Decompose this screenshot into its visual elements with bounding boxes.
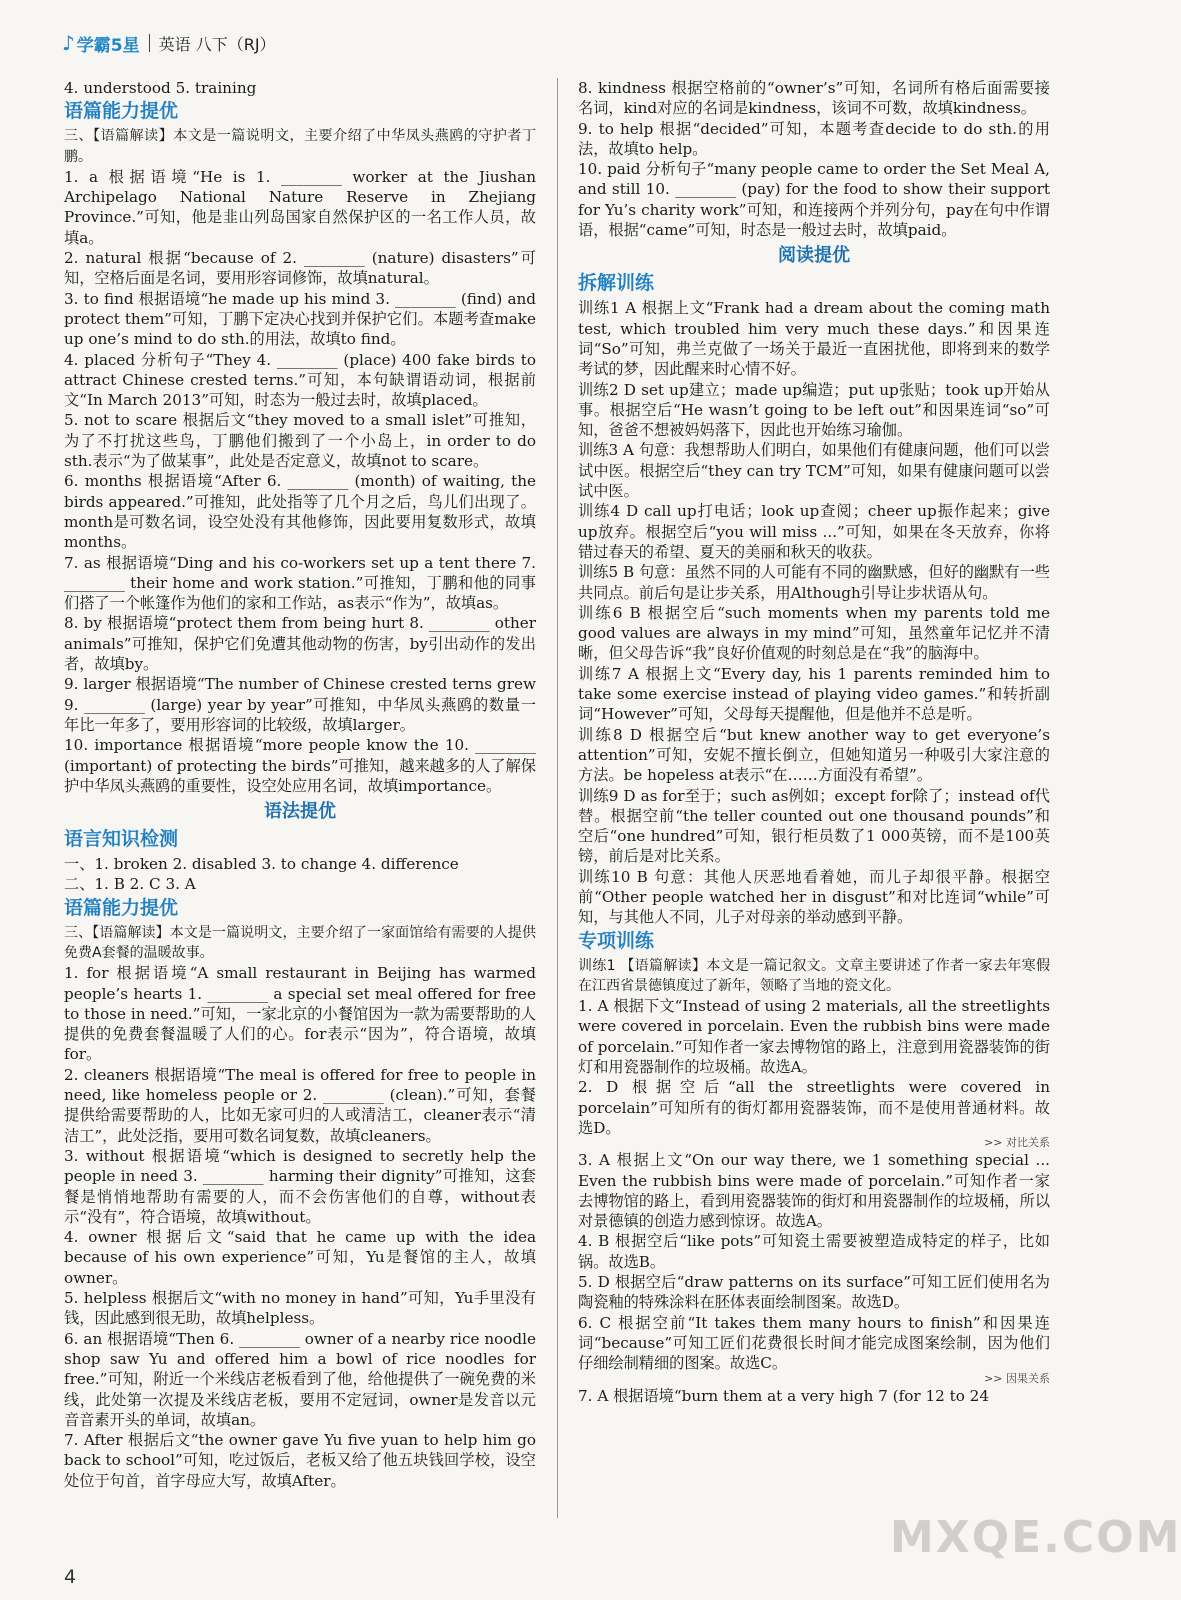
section-title: 阅读提优 — [778, 245, 850, 267]
answer-item: 2. natural 根据“because of 2. ________ (nature) disasters”可知，空格后面是名词，要用形容词修饰，故填natural。 — [64, 249, 536, 288]
answer-item: 6. C 根据空前“It takes them many hours to finish”和因果连词“because”可知工匠们花费很长时间才能完成图案绘制，因为他们仔细绘制精细的图案。故选C。 — [578, 1313, 1050, 1373]
subject-label: 英语 八下（RJ） — [158, 34, 276, 54]
answer-item: 训练2 D set up建立；made up编造；put up张贴；took up开始从事。根据空后“He wasn’t going to be left out”和因果连词“so”可知，爸爸不想被妈妈落下，因此也开始练习瑜伽。 — [578, 380, 1050, 440]
passage-summary: 训练1 【语篇解读】本文是一篇记叙文。文章主要讲述了作者一家去年寒假在江西省景德镇度过了新年，领略了当地的瓷文化。 — [578, 957, 1050, 994]
header-divider — [149, 34, 150, 52]
answer-item: 2. D 根据空后“all the streetlights were covered in porcelain”可知所有的街灯都用瓷器装饰，而不是使用普通材料。故选D。 — [578, 1078, 1050, 1137]
answer-item: 6. months 根据语境“After 6. ________ (month) of waiting, the birds appeared.”可推知，此处指等了几个月之后，鸟儿们出现了。month是可数名词，设空处没有其他修饰，因此要用复数形式，故填months。 — [64, 472, 536, 552]
left-column — [64, 78, 536, 1491]
watermark-logo: MXQE.COM — [890, 1512, 1181, 1563]
brand-mark-icon: ♪ — [62, 31, 75, 55]
answer-item: 4. B 根据空后“like pots”可知瓷土需要被塑造成特定的样子，比如锅。故选B。 — [578, 1232, 1050, 1271]
answer-item: 6. an 根据语境“Then 6. ________ owner of a nearby rice noodle shop saw Yu and offered him a bowl of rice noodles for free.”可知，附近一个米线店老板看到了他，给他提供了一碗免费的米线，此处第一次提及米线店老板，要用不定冠词，owner是发音以元音音素开头的单词，故填an。 — [64, 1329, 536, 1429]
section-heading: 拆解训练 — [578, 272, 655, 295]
answer-item: 训练6 B 根据空后“such moments when my parents told me good values are always in my mind”可知，虽然童年记忆并不清晰，但父母告诉“我”良好价值观的时刻总是在“我”的脑海中。 — [578, 603, 1050, 663]
answer-item: 4. owner 根据后文“said that he came up with the idea because of his own experience”可知，Yu是餐馆的主人，故填owner。 — [64, 1228, 536, 1287]
answer-item: 5. not to scare 根据后文“they moved to a small islet”可推知，为了不打扰这些鸟，丁鹏他们搬到了一个小岛上，in order to do sth.表示“为了做某事”，此处是否定意义，故填not to scare。 — [64, 411, 536, 471]
section-title: 语法提优 — [264, 801, 336, 823]
right-column — [578, 78, 1050, 1406]
answer-item: 5. helpless 根据后文“with no money in hand”可知，Yu手里没有钱，因此感到很无助，故填helpless。 — [64, 1289, 536, 1328]
answer-item: 3. A 根据上文“On our way there, we 1 something special ... Even the rubbish bins were made of porcelain.”可知作者一家去博物馆的路上，看到用瓷器装饰的街灯和用瓷器制作的垃圾桶，所以对景德镇的创造力感到惊讶。故选A。 — [578, 1151, 1050, 1231]
answer-item: 1. for 根据语境“A small restaurant in Beijing has warmed people’s hearts 1. ________ a special set meal offered for free to those in need.”可知，一家北京的小餐馆因为一款为需要帮助的人提供的免费套餐温暖了人们的心。for表示“因为”，符合语境，故填for。 — [64, 964, 536, 1064]
answer-item: 4. placed 分析句子“They 4. ________ (place) 400 fake birds to attract Chinese crested terns.”可知，本句缺谓语动词，根据前文“In March 2013”可知，时态为一般过去时，故填placed。 — [64, 350, 536, 410]
section-heading: 语篇能力提优 — [64, 100, 179, 123]
answer-item: 一、1. broken 2. disabled 3. to change 4. difference — [64, 855, 459, 874]
passage-summary: 三、【语篇解读】本文是一篇说明文，主要介绍了中华凤头燕鸥的守护者丁鹏。 — [64, 128, 536, 165]
answer-item: 10. importance 根据语境“more people know the 10. ________ (important) of protecting the birds”可推知，越来越多的人了解保护中华凤头燕鸥的重要性，设空处应用名词，故填importance。 — [64, 736, 536, 795]
answer-item: 9. to help 根据“decided”可知，本题考查decide to do sth.的用法，故填to help。 — [578, 119, 1050, 158]
answer-item: 8. by 根据语境“protect them from being hurt 8. ________ other animals”可推知，保护它们免遭其他动物的伤害，by引出动作的发出者，故填by。 — [64, 614, 536, 674]
answer-item: 训练5 B 句意：虽然不同的人可能有不同的幽默感，但好的幽默有一些共同点。前后句是让步关系，用Although引导让步状语从句。 — [578, 563, 1050, 602]
answer-item: 训练10 B 句意：其他人厌恶地看着她，而儿子却很平静。根据空前“Other people watched her in disgust”和对比连词“while”可知，与其他人不同，儿子对母亲的举动感到平静。 — [578, 867, 1050, 927]
section-heading: 语言知识检测 — [64, 828, 179, 851]
answer-item: 训练9 D as for至于；such as例如；except for除了；instead of代替。根据空前“the teller counted out one thousand pounds”和空后“one hundred”可知，银行柜员数了1 000英镑，而不是100英镑，前后是对比关系。 — [578, 786, 1050, 866]
section-heading: 专项训练 — [578, 929, 655, 952]
answer-item: 训练8 D 根据空后“but knew another way to get everyone’s attention”可知，安妮不擅长倒立，但她知道另一种吸引大家注意的方法。be hopeless at表示“在……方面没有希望”。 — [578, 725, 1050, 785]
section-heading: 语篇能力提优 — [64, 896, 179, 919]
answer-item: 7. After 根据后文“the owner gave Yu five yuan to help him go back to school”可知，吃过饭后，老板又给了他五块钱回学校，设空处位于句首，首字母应大写，故填After。 — [64, 1431, 536, 1490]
answer-item: 10. paid 分析句子“many people came to order the Set Meal A, and still 10. ________ (pay) for the food to show their support for Yu’s charity work”可知，和连接两个并列分句，pay在句中作谓语，根据“came”可知，时态是一般过去时，故填paid。 — [578, 160, 1050, 240]
brand-logo — [62, 31, 140, 56]
margin-note: >> 对比关系 — [984, 1136, 1050, 1150]
page-number: 4 — [64, 1566, 77, 1588]
answer-item: 训练1 A 根据上文“Frank had a dream about the coming math test, which troubled him very much these days.”和因果连词“So”可知，弗兰克做了一场关于最近一直困扰他，即将到来的数学考试的梦，因此醒来时心情不好。 — [578, 299, 1050, 379]
brand-name: 学霸5星 — [76, 35, 140, 56]
answer-item: 4. understood 5. training — [64, 79, 257, 97]
answer-item: 1. a 根据语境“He is 1. ________ worker at the Jiushan Archipelago National Nature Reserve in Zhejiang Province.”可知，他是韭山列岛国家自然保护区的一名工作人员，故填a。 — [64, 167, 536, 247]
answer-item: 8. kindness 根据空格前的“owner’s”可知，名词所有格后面需要接名词，kind对应的名词是kindness，该词不可数，故填kindness。 — [578, 79, 1050, 118]
answer-item: 7. as 根据语境“Ding and his co-workers set up a tent there 7. ________ their home and work station.”可推知，丁鹏和他的同事们搭了一个帐篷作为他们的家和工作站，as表示“作为”，故填as。 — [64, 553, 536, 613]
answer-item: 3. to find 根据语境“he made up his mind 3. ________ (find) and protect them”可知，丁鹏下定决心找到并保护它们。本题考查make up one’s mind to do sth.的用法，故填to find。 — [64, 289, 536, 349]
passage-summary: 三、【语篇解读】本文是一篇说明文，主要介绍了一家面馆给有需要的人提供免费A套餐的温暖故事。 — [64, 924, 536, 961]
answer-item: 9. larger 根据语境“The number of Chinese crested terns grew 9. ________ (large) year by year”可推知，中华凤头燕鸥的数量一年比一年多了，要用形容词的比较级，故填larger。 — [64, 675, 536, 734]
page-header — [62, 26, 1042, 60]
answer-item: 2. cleaners 根据语境“The meal is offered for free to people in need, like homeless people or 2. ________ (clean).”可知，套餐提供给需要帮助的人，比如无家可归的人或清洁工，cleaner表示“清洁工”，此处泛指，要用可数名词复数，故填cleaners。 — [64, 1065, 536, 1145]
margin-note: >> 因果关系 — [984, 1371, 1050, 1385]
answer-item: 5. D 根据空后“draw patterns on its surface”可知工匠们使用名为陶瓷釉的特殊涂料在胚体表面绘制图案。故选D。 — [578, 1273, 1050, 1312]
answer-item: 7. A 根据语境“burn them at a very high 7 (for 12 to 24 — [578, 1386, 989, 1405]
answer-item: 二、1. B 2. C 3. A — [64, 875, 196, 894]
column-divider — [557, 78, 558, 1518]
answer-item: 训练3 A 句意：我想帮助人们明白，如果他们有健康问题，他们可以尝试中医。根据空后“they can try TCM”可知，如果有健康问题可以尝试中医。 — [578, 441, 1050, 501]
answer-item: 1. A 根据下文“Instead of using 2 materials, all the streetlights were covered in porcelain. Even the rubbish bins were made of porcelain.”可知作者一家去博物馆的路上，注意到用瓷器装饰的街灯和用瓷器制作的垃圾桶。故选A。 — [578, 997, 1050, 1077]
answer-item: 训练4 D call up打电话；look up查阅；cheer up振作起来；give up放弃。根据空后“you will miss ...”可知，如果在冬天放弃，你将错过春天的希望、夏天的美丽和秋天的收获。 — [578, 502, 1050, 561]
answer-item: 3. without 根据语境“which is designed to secretly help the people in need 3. ________ harming their dignity”可推知，这套餐是悄悄地帮助有需要的人，而不会伤害他们的自尊，without表示“没有”，符合语境，故填without。 — [64, 1146, 536, 1226]
answer-item: 训练7 A 根据上文“Every day, his 1 parents reminded him to take some exercise instead of playing video games.”和转折副词“However”可知，父母每天提醒他，但是他并不总是听。 — [578, 664, 1050, 724]
